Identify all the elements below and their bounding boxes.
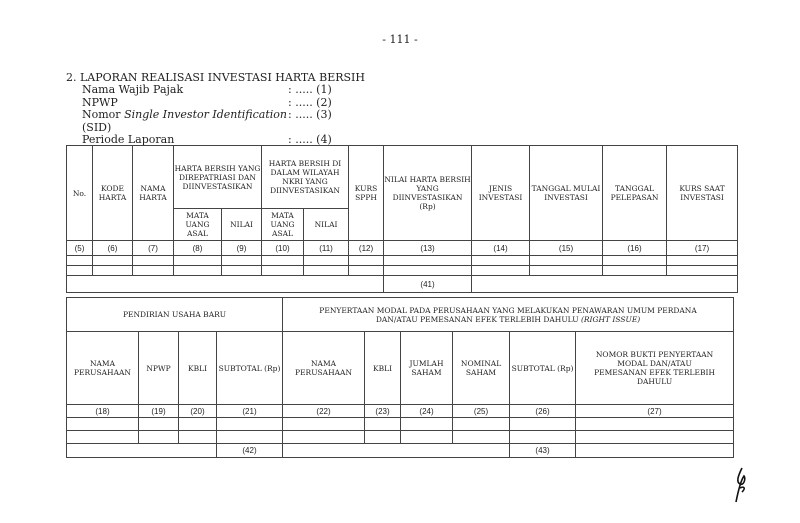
field-label: Periode Laporan (82, 133, 175, 146)
empty-cell (304, 256, 349, 266)
column-number-row (67, 241, 738, 256)
empty-cell (67, 276, 384, 293)
business-investment-table (66, 297, 734, 458)
empty-cell (401, 418, 453, 431)
header-cell: NILAI HARTA BERSIH YANG DIINVESTASIKAN (Rp) (384, 146, 472, 241)
header-cell: NOMINAL SAHAM (453, 332, 510, 405)
number-cell: (21) (217, 405, 283, 418)
empty-cell (217, 431, 283, 444)
empty-cell (667, 266, 738, 276)
empty-cell (576, 431, 734, 444)
column-number-row (67, 405, 734, 418)
total-row (67, 444, 734, 458)
header-row (67, 332, 734, 405)
empty-cell (133, 256, 174, 266)
form-field-taxpayer-name (82, 84, 332, 97)
empty-cell (67, 444, 217, 458)
empty-cell (179, 431, 217, 444)
header-cell: KBLI (179, 332, 217, 405)
empty-cell (530, 266, 603, 276)
number-cell: (15) (530, 241, 603, 256)
empty-cell (453, 431, 510, 444)
number-cell: (10) (262, 241, 304, 256)
field-value: : ..... (4) (288, 133, 332, 146)
label-text: Nomor (82, 108, 125, 121)
total-cell: (42) (217, 444, 283, 458)
empty-cell (365, 418, 401, 431)
header-cell: JUMLAH SAHAM (401, 332, 453, 405)
empty-cell (283, 418, 365, 431)
empty-cell (174, 256, 222, 266)
empty-cell (384, 266, 472, 276)
number-cell: (24) (401, 405, 453, 418)
header-cell: TANGGAL PELEPASAN (603, 146, 667, 241)
header-cell: NPWP (139, 332, 179, 405)
empty-cell (472, 276, 738, 293)
label-text: (SID) (82, 120, 112, 134)
header-cell: KURS SPPH (349, 146, 384, 241)
empty-cell (67, 256, 93, 266)
empty-cell (472, 256, 530, 266)
net-asset-investment-table (66, 145, 738, 293)
number-cell: (11) (304, 241, 349, 256)
empty-cell (139, 418, 179, 431)
total-cell: (41) (384, 276, 472, 293)
group-header-row (67, 298, 734, 332)
empty-cell (365, 431, 401, 444)
number-cell: (22) (283, 405, 365, 418)
field-label: Nama Wajib Pajak (82, 83, 184, 96)
empty-cell (262, 266, 304, 276)
header-cell: SUBTOTAL (Rp) (510, 332, 576, 405)
empty-cell (283, 431, 365, 444)
group-header-cell (283, 298, 734, 332)
empty-cell (576, 444, 734, 458)
number-cell: (23) (365, 405, 401, 418)
field-value: : ..... (3) (288, 108, 332, 121)
number-cell: (8) (174, 241, 222, 256)
page-number: - 111 - (382, 33, 418, 46)
header-cell: NAMA PERUSAHAAN (67, 332, 139, 405)
empty-cell (530, 256, 603, 266)
header-cell: HARTA BERSIH YANG DIREPATRIASI DAN DIINVESTASIKAN (174, 146, 262, 209)
header-cell: TANGGAL MULAI INVESTASI (530, 146, 603, 241)
field-label: NPWP (82, 95, 118, 109)
total-row (67, 276, 738, 293)
empty-cell (576, 418, 734, 431)
header-row (67, 146, 738, 209)
total-cell: (43) (510, 444, 576, 458)
number-cell: (7) (133, 241, 174, 256)
table-row (67, 431, 734, 444)
empty-cell (179, 418, 217, 431)
subheader-cell: NILAI (304, 209, 349, 241)
empty-cell (603, 266, 667, 276)
empty-cell (217, 418, 283, 431)
empty-cell (67, 266, 93, 276)
number-cell: (27) (576, 405, 734, 418)
empty-cell (262, 256, 304, 266)
table-row (67, 256, 738, 266)
empty-cell (667, 256, 738, 266)
subheader-cell: NILAI (222, 209, 262, 241)
header-cell: NAMA HARTA (133, 146, 174, 241)
empty-cell (453, 418, 510, 431)
empty-cell (174, 266, 222, 276)
number-cell: (13) (384, 241, 472, 256)
signature-initial-icon (728, 466, 758, 506)
empty-cell (222, 256, 262, 266)
field-label (82, 109, 288, 134)
table-row (67, 418, 734, 431)
empty-cell (67, 418, 139, 431)
group-header-italic: (RIGHT ISSUE) (580, 314, 641, 324)
group-header-text: PENYERTAAN MODAL PADA PERUSAHAAN YANG MELAKUKAN PENAWARAN UMUM PERDANA DAN/ATAU PEMESANAN EFEK TERLEBIH DAHULU (319, 305, 697, 324)
label-italic: Single Investor Identification (124, 108, 287, 121)
header-cell: KBLI (365, 332, 401, 405)
empty-cell (222, 266, 262, 276)
number-cell: (26) (510, 405, 576, 418)
empty-cell (384, 256, 472, 266)
section-title: 2. LAPORAN REALISASI INVESTASI HARTA BERSIH (66, 71, 365, 84)
empty-cell (510, 431, 576, 444)
empty-cell (283, 444, 510, 458)
subheader-cell: MATA UANG ASAL (174, 209, 222, 241)
header-cell: KODE HARTA (93, 146, 133, 241)
number-cell: (5) (67, 241, 93, 256)
empty-cell (67, 431, 139, 444)
form-field-sid (82, 109, 332, 134)
empty-cell (510, 418, 576, 431)
header-cell: SUBTOTAL (Rp) (217, 332, 283, 405)
empty-cell (349, 266, 384, 276)
empty-cell (472, 266, 530, 276)
empty-cell (93, 266, 133, 276)
number-cell: (12) (349, 241, 384, 256)
number-cell: (25) (453, 405, 510, 418)
empty-cell (349, 256, 384, 266)
number-cell: (20) (179, 405, 217, 418)
header-cell: NAMA PERUSAHAAN (283, 332, 365, 405)
header-cell: No. (67, 146, 93, 241)
header-cell: KURS SAAT INVESTASI (667, 146, 738, 241)
field-value: : ..... (1) (288, 83, 332, 96)
header-cell: NOMOR BUKTI PENYERTAAN MODAL DAN/ATAU PEMESANAN EFEK TERLEBIH DAHULU (576, 332, 734, 405)
empty-cell (304, 266, 349, 276)
empty-cell (401, 431, 453, 444)
subheader-cell: MATA UANG ASAL (262, 209, 304, 241)
header-cell: JENIS INVESTASI (472, 146, 530, 241)
field-value: : ..... (2) (288, 95, 332, 109)
table-row (67, 266, 738, 276)
number-cell: (16) (603, 241, 667, 256)
empty-cell (139, 431, 179, 444)
group-header-cell: PENDIRIAN USAHA BARU (67, 298, 283, 332)
number-cell: (18) (67, 405, 139, 418)
empty-cell (93, 256, 133, 266)
number-cell: (6) (93, 241, 133, 256)
number-cell: (9) (222, 241, 262, 256)
report-form-fields (82, 84, 332, 147)
number-cell: (14) (472, 241, 530, 256)
empty-cell (603, 256, 667, 266)
header-cell: HARTA BERSIH DI DALAM WILAYAH NKRI YANG DIINVESTASIKAN (262, 146, 349, 209)
empty-cell (133, 266, 174, 276)
number-cell: (17) (667, 241, 738, 256)
number-cell: (19) (139, 405, 179, 418)
